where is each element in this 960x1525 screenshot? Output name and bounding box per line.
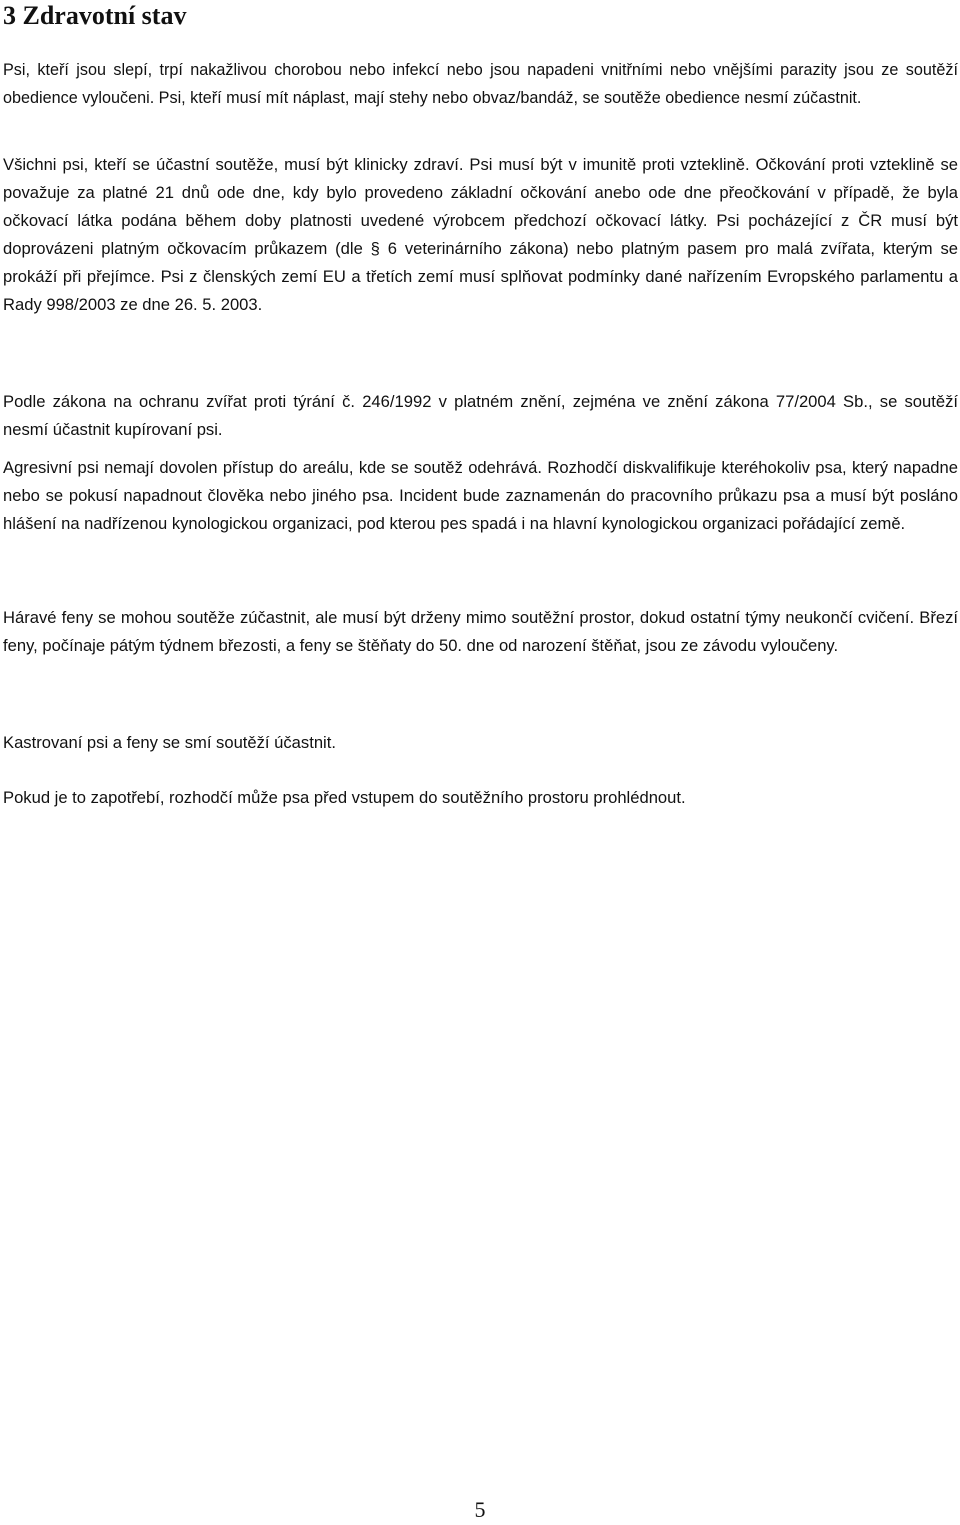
section-heading: 3 Zdravotní stav [3, 1, 187, 30]
paragraph-cropped-dogs: Podle zákona na ochranu zvířat proti týrání č. 246/1992 v platném znění, zejména ve znění zákona 77/2004 Sb., se soutěží nesmí účastnit kupírovaní psi. [3, 392, 958, 439]
page-number: 5 [474, 1497, 486, 1522]
paragraph-aggressive-dogs: Agresivní psi nemají dovolen přístup do areálu, kde se soutěž odehrává. Rozhodčí diskvalifikuje kteréhokoliv psa, který napadne nebo se pokusí napadnout člověka nebo jiného psa. Incident bude zaznamenán do pracovního průkazu psa a musí být posláno hlášení na nadřízenou kynologickou organizaci, pod kterou pes spadá i na hlavní kynologickou organizaci pořádající země. [3, 458, 958, 533]
paragraph-inspection: Pokud je to zapotřebí, rozhodčí může psa před vstupem do soutěžního prostoru prohlédnout. [3, 788, 686, 807]
paragraph-bitches-in-heat: Háravé feny se mohou soutěže zúčastnit, ale musí být drženy mimo soutěžní prostor, dokud ostatní týmy neukončí cvičení. Březí feny, počínaje pátým týdnem březosti, a feny se štěňaty do 50. dne od narození štěňat, jsou ze závodu vyloučeny. [3, 608, 958, 655]
paragraph-vaccination: Všichni psi, kteří se účastní soutěže, musí být klinicky zdraví. Psi musí být v imunitě proti vzteklině. Očkování proti vzteklině se považuje za platné 21 dnů ode dne, kdy bylo provedeno základní očkování anebo ode dne přeočkování v případě, že byla očkovací látka podána během doby platnosti uvedené výrobcem předchozí očkovací látky. Psi pocházející z ČR musí být doprovázeni platným očkovacím průkazem (dle § 6 veterinárního zákona) nebo platným pasem pro malá zvířata, kterým se prokáží při přejímce. Psi z členských zemí EU a třetích zemí musí splňovat podmínky dané nařízením Evropského parlamentu a Rady 998/2003 ze dne 26. 5. 2003. [3, 155, 958, 314]
paragraph-health-exclusions: Psi, kteří jsou slepí, trpí nakažlivou chorobou nebo infekcí nebo jsou napadeni vnitřními nebo vnějšími parazity jsou ze soutěží obedience vyloučeni. Psi, kteří musí mít náplast, mají stehy nebo obvaz/bandáž, se soutěže obedience nesmí zúčastnit. [3, 61, 958, 107]
paragraph-neutered-dogs: Kastrovaní psi a feny se smí soutěží účastnit. [3, 733, 336, 752]
